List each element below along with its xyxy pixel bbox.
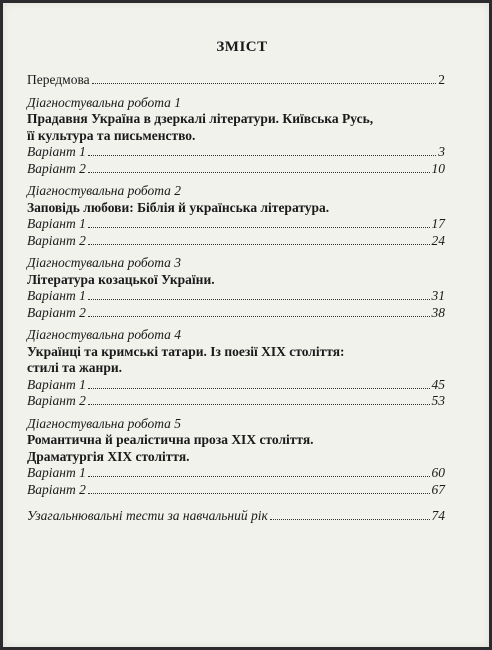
dot-leader (92, 83, 437, 84)
section-topic-line: Українці та кримські татари. Із поезії XIX століття: (27, 343, 345, 359)
section-topic-line: Література козацької України. (27, 271, 215, 287)
toc-entry-label: Варіант 2 (27, 393, 86, 408)
dot-leader (88, 388, 430, 389)
table-of-contents (27, 39, 445, 525)
dot-leader (88, 299, 430, 300)
toc-section-1 (27, 95, 445, 178)
toc-entry-variant (27, 288, 445, 305)
section-topic-line: її культура та письменство. (27, 127, 196, 143)
toc-page-number: 17 (431, 216, 445, 231)
toc-entry-label: Варіант 1 (27, 288, 86, 303)
dot-leader (88, 227, 430, 228)
toc-page-number: 10 (431, 160, 445, 176)
dot-leader (88, 476, 430, 477)
toc-entry-preface (27, 72, 445, 89)
toc-entry-label: Узагальнювальні тести за навчальний рік (27, 508, 268, 523)
dot-leader (88, 493, 430, 494)
toc-entry-label: Варіант 2 (27, 481, 86, 497)
toc-section-5 (27, 416, 445, 499)
toc-page-number: 53 (431, 393, 445, 408)
toc-entry-label: Варіант 1 (27, 216, 86, 231)
toc-section-4 (27, 327, 445, 410)
toc-page-number: 2 (438, 72, 445, 87)
toc-entry-variant (27, 144, 445, 161)
toc-entry-label: Варіант 1 (27, 144, 86, 159)
toc-page-number: 31 (431, 288, 445, 303)
toc-entry-final-tests (27, 508, 445, 525)
dot-leader (270, 519, 430, 520)
section-topic-line: стилі та жанри. (27, 360, 123, 375)
section-heading: Діагностувальна робота 4 (27, 327, 182, 342)
toc-title: ЗМІСТ (216, 39, 268, 55)
toc-entry-label: Варіант 1 (27, 376, 86, 392)
toc-entry-variant (27, 393, 445, 410)
toc-page-number: 45 (431, 376, 445, 392)
section-heading: Діагностувальна робота 1 (27, 94, 182, 110)
dot-leader (88, 404, 430, 405)
toc-entry-variant (27, 161, 445, 178)
toc-entry-label: Передмова (27, 72, 90, 87)
section-heading: Діагностувальна робота 2 (27, 183, 182, 198)
toc-page-number: 38 (431, 304, 445, 320)
toc-page-number: 24 (431, 232, 445, 248)
toc-page-number: 74 (431, 508, 445, 523)
toc-page-number: 3 (438, 144, 445, 159)
toc-section-2 (27, 183, 445, 249)
toc-entry-variant (27, 482, 445, 499)
toc-entry-label: Варіант 2 (27, 304, 86, 320)
section-heading: Діагностувальна робота 3 (27, 255, 182, 270)
toc-entry-label: Варіант 2 (27, 232, 86, 248)
toc-page-number: 67 (431, 481, 445, 497)
toc-entry-variant (27, 216, 445, 233)
book-page (3, 3, 489, 647)
dot-leader (88, 155, 436, 156)
dot-leader (88, 172, 430, 173)
section-topic-line: Прадавня Україна в дзеркалі літератури. Київська Русь, (27, 111, 374, 126)
section-topic-line: Драматургія XIX століття. (27, 448, 190, 464)
toc-entry-variant (27, 305, 445, 322)
section-topic-line: Романтична й реалістична проза XIX століття. (27, 432, 314, 447)
dot-leader (88, 316, 430, 317)
toc-entry-variant (27, 377, 445, 394)
toc-entry-label: Варіант 1 (27, 465, 86, 480)
toc-entry-variant (27, 233, 445, 250)
toc-entry-variant (27, 465, 445, 482)
toc-section-3 (27, 255, 445, 321)
toc-entry-label: Варіант 2 (27, 160, 86, 176)
dot-leader (88, 244, 430, 245)
section-topic-line: Заповідь любови: Біблія й українська література. (27, 199, 330, 215)
section-heading: Діагностувальна робота 5 (27, 415, 182, 431)
toc-page-number: 60 (431, 465, 445, 480)
